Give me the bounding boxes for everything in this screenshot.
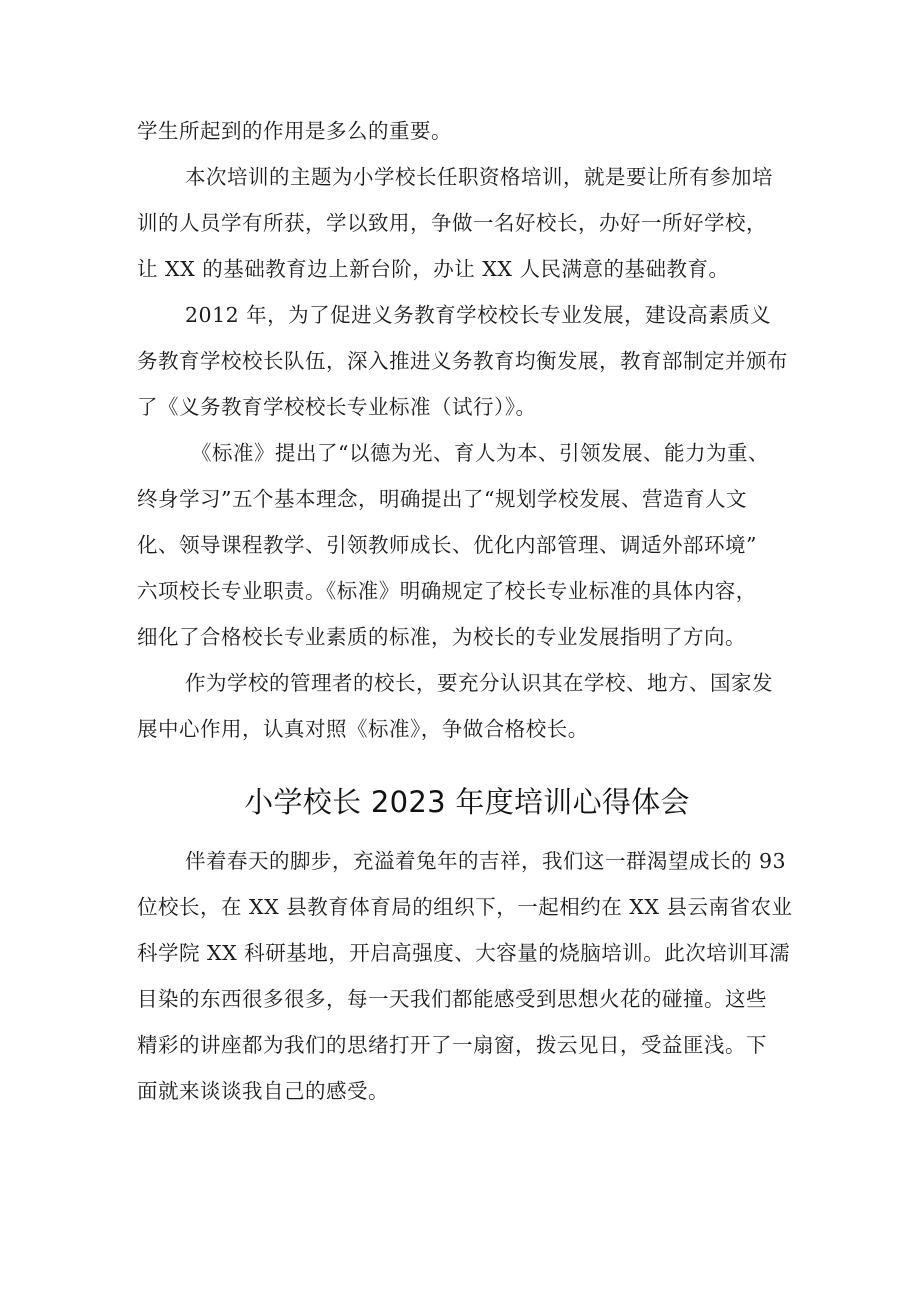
text-line: 化、领导课程教学、引领教师成长、优化内部管理、调适外部环境”	[137, 533, 757, 557]
text-line: 训的人员学有所获，学以致用，争做一名好校长，办好一所好学校，	[137, 211, 767, 235]
text-line: 科学院 XX 科研基地，开启高强度、大容量的烧脑培训。此次培训耳濡	[137, 941, 791, 965]
text-line: 《标准》提出了“以德为光、育人为本、引领发展、能力为重、	[191, 441, 769, 465]
text-line: 学生所起到的作用是多么的重要。	[137, 119, 452, 143]
text-line: 细化了合格校长专业素质的标准，为校长的专业发展指明了方向。	[137, 625, 746, 649]
text-line: 目染的东西很多很多，每一天我们都能感受到思想火花的碰撞。这些	[137, 987, 767, 1011]
text-line: 展中心作用，认真对照《标准》，争做合格校长。	[137, 717, 589, 741]
text-line: 位校长，在 XX 县教育体育局的组织下，一起相约在 XX 县云南省农业	[137, 895, 793, 919]
text-line: 本次培训的主题为小学校长任职资格培训，就是要让所有参加培	[185, 165, 773, 189]
text-line: 务教育学校校长队伍，深入推进义务教育均衡发展，教育部制定并颁布	[137, 349, 788, 373]
text-line: 精彩的讲座都为我们的思绪打开了一扇窗，拨云见日，受益匪浅。下	[137, 1033, 767, 1057]
text-line: 面就来谈谈我自己的感受。	[137, 1079, 389, 1103]
text-line: 作为学校的管理者的校长，要充分认识其在学校、地方、国家发	[185, 671, 773, 695]
text-line: 六项校长专业职责。《标准》明确规定了校长专业标准的具体内容，	[137, 579, 757, 603]
text-line: 2012 年，为了促进义务教育学校校长专业发展，建设高素质义	[185, 303, 772, 327]
text-line: 终身学习”五个基本理念，明确提出了“规划学校发展、营造育人文	[137, 487, 747, 511]
text-line: 伴着春天的脚步，充溢着兔年的吉祥，我们这一群渴望成长的 93	[185, 849, 787, 873]
text-line: 让 XX 的基础教育边上新台阶，办让 XX 人民满意的基础教育。	[137, 257, 730, 281]
section-title: 小学校长 2023 年度培训心得体会	[244, 785, 690, 819]
document-page	[137, 108, 797, 1114]
text-line: 了《义务教育学校校长专业标准（试行）》。	[137, 395, 537, 419]
